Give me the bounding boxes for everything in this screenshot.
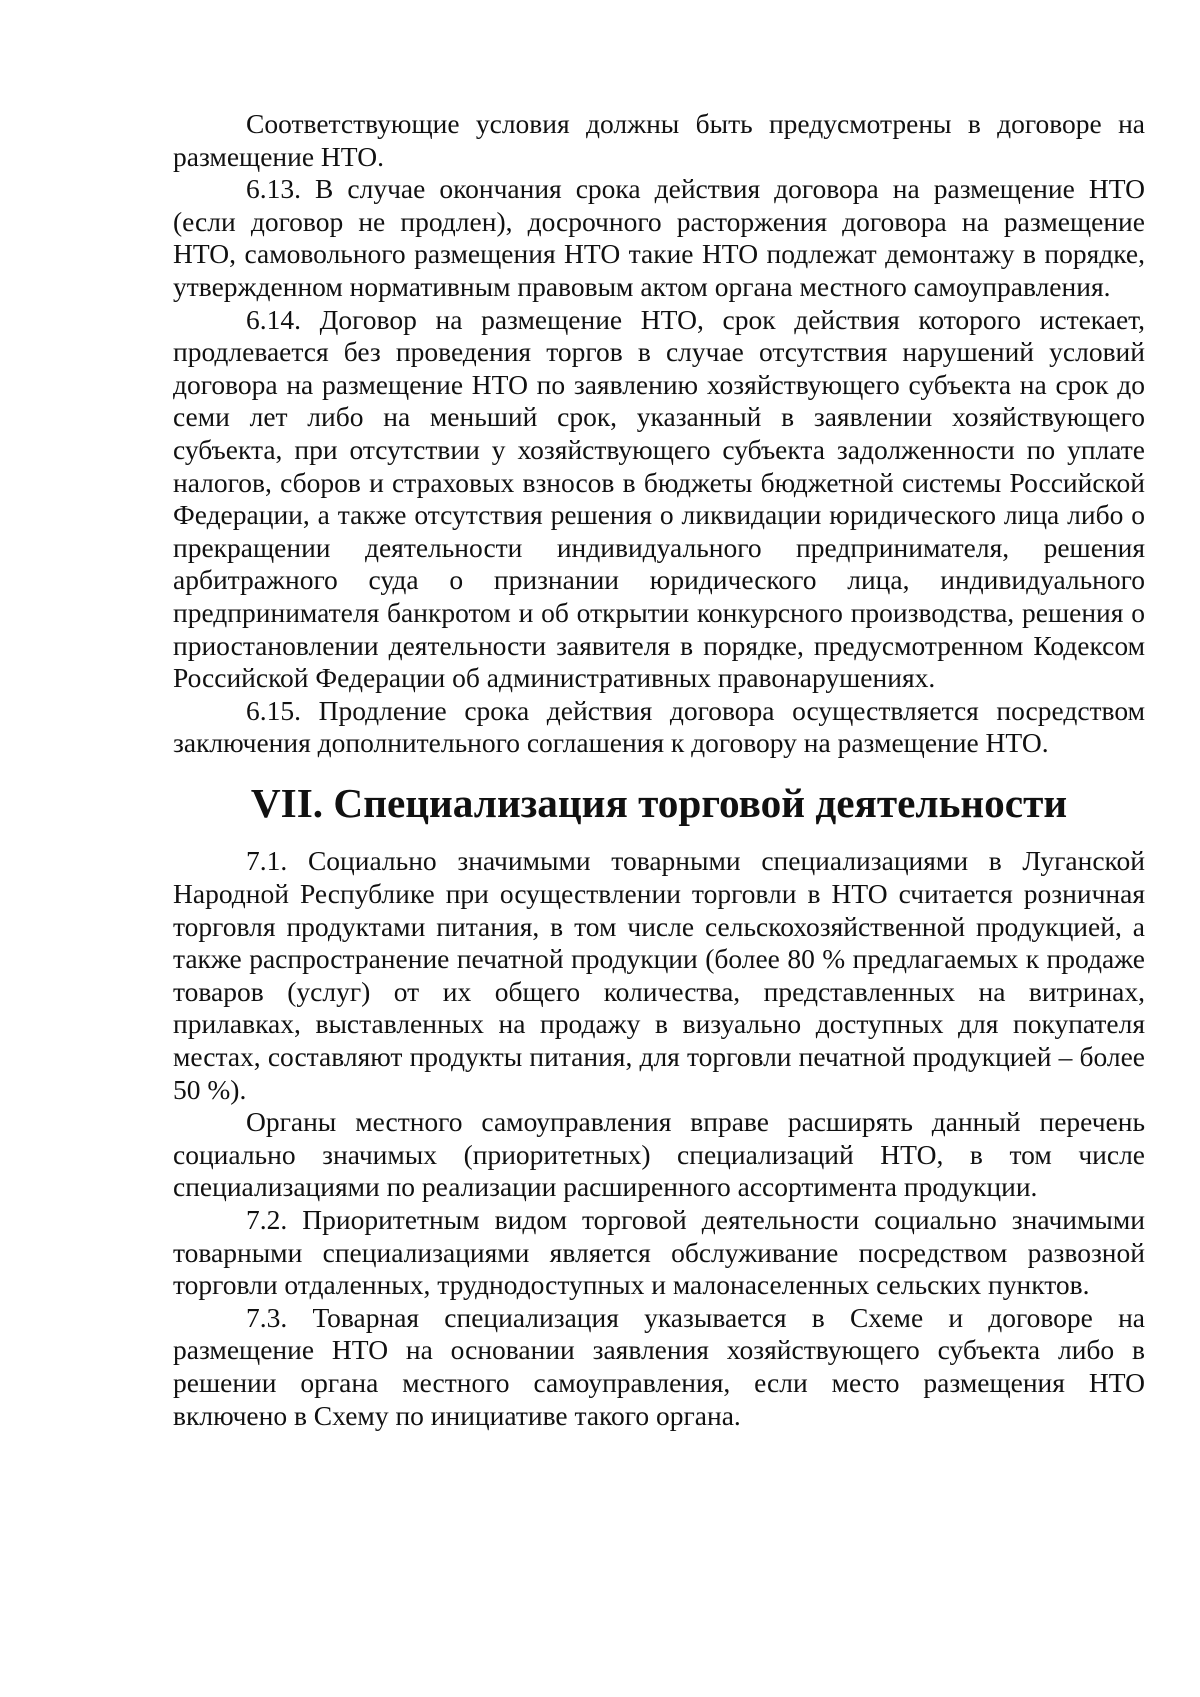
paragraph-6-14: 6.14. Договор на размещение НТО, срок действия которого истекает, продлевается без проведения торгов в случае отсутствия нарушений условий договора на размещение НТО по заявлению хозяйствующего субъекта на срок до семи лет либо на меньший срок, указанный в заявлении хозяйствующего субъекта, при отсутствии у хозяйствующего субъекта задолженности по уплате налогов, сборов и страховых взносов в бюджеты бюджетной системы Российской Федерации, а также отсутствия решения о ликвидации юридического лица либо о прекращении деятельности индивидуального предпринимателя, решения арбитражного суда о признании юридического лица, индивидуального предпринимателя банкротом и об открытии конкурсного производства, решения о приостановлении деятельности заявителя в порядке, предусмотренном Кодексом Российской Федерации об административных правонарушениях. — [173, 303, 1145, 694]
paragraph-7-2: 7.2. Приоритетным видом торговой деятельности социально значимыми товарными специализациями является обслуживание посредством развозной торговли отдаленных, труднодоступных и малонаселенных сельских пунктов. — [173, 1204, 1145, 1301]
paragraph-6-12-continuation: Соответствующие условия должны быть предусмотрены в договоре на размещение НТО. — [173, 108, 1145, 172]
paragraph-6-15: 6.15. Продление срока действия договора осуществляется посредством заключения дополнительного соглашения к договору на размещение НТО. — [173, 694, 1145, 759]
document-page — [173, 108, 1145, 1432]
paragraph-6-13: 6.13. В случае окончания срока действия договора на размещение НТО (если договор не продлен), досрочного расторжения договора на размещение НТО, самовольного размещения НТО такие НТО подлежат демонтажу в порядке, утвержденном нормативным правовым актом органа местного самоуправления. — [173, 173, 1145, 302]
paragraph-7-3: 7.3. Товарная специализация указывается в Схеме и договоре на размещение НТО на основании заявления хозяйствующего субъекта либо в решении органа местного самоуправления, если место размещения НТО включено в Схему по инициативе такого органа. — [173, 1301, 1145, 1431]
section-heading: VII. Специализация торговой деятельности — [250, 779, 1068, 826]
paragraph-7-1: 7.1. Социально значимыми товарными специализациями в Луганской Народной Республике при осуществлении торговли в НТО считается розничная торговля продуктами питания, в том числе сельскохозяйственной продукцией, а также распространение печатной продукции (более 80 % предлагаемых к продаже товаров (услуг) от их общего количества, представленных на витринах, прилавках, выставленных на продажу в визуально доступных для покупателя местах, составляют продукты питания, для торговли печатной продукцией – более 50 %). — [173, 845, 1145, 1105]
paragraph-local-authorities: Органы местного самоуправления вправе расширять данный перечень социально значимых (приоритетных) специализаций НТО, в том числе специализациями по реализации расширенного ассортимента продукции. — [173, 1106, 1145, 1203]
